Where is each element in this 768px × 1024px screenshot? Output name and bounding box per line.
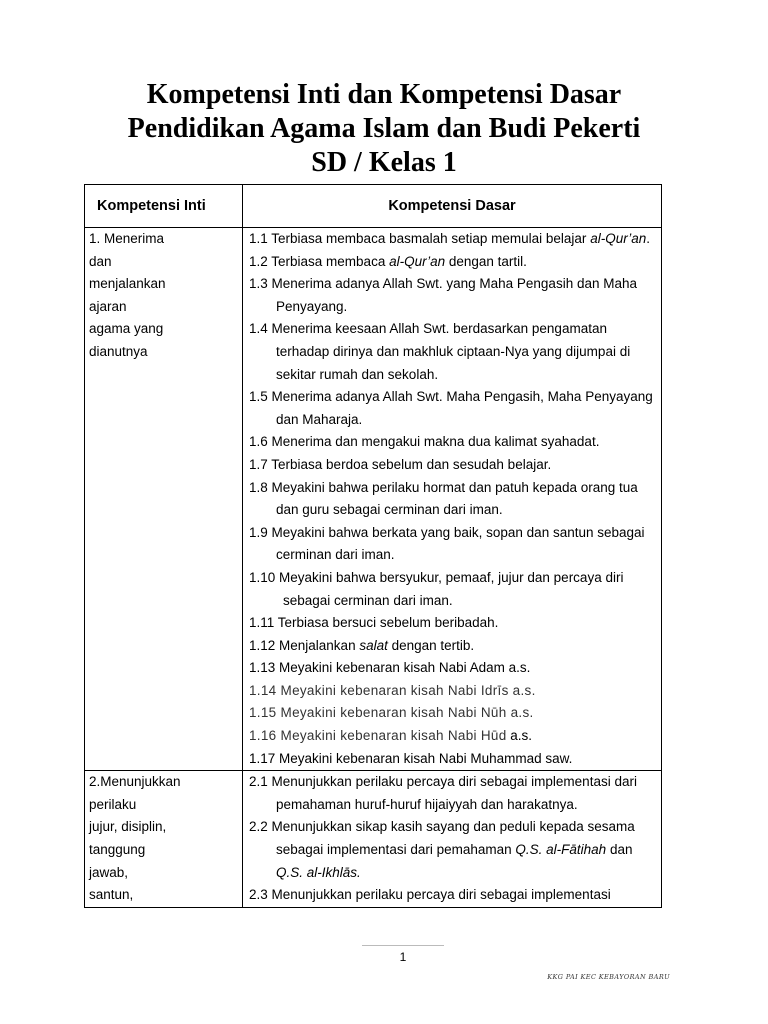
kd-item: 1.7 Terbiasa berdoa sebelum dan sesudah belajar. xyxy=(249,456,552,472)
ki-line: menjalankan xyxy=(89,276,166,292)
kd-cell xyxy=(243,771,662,908)
kd-item: 1.13 Meyakini kebenaran kisah Nabi Adam a.s. xyxy=(249,660,531,676)
table-row xyxy=(85,228,662,771)
kd-item: 1.9 Meyakini bahwa berkata yang baik, sopan dan santun sebagai cerminan dari iman. xyxy=(249,524,645,563)
kd-italic: Qur’an xyxy=(605,231,647,246)
competency-table xyxy=(84,184,662,908)
document-title xyxy=(60,78,708,180)
kd-item: 1.4 Menerima keesaan Allah Swt. berdasarkan pengamatan terhadap dirinya dan makhluk ciptaan-Nya yang dijumpai di sekitar rumah dan sekolah. xyxy=(249,321,631,382)
kd-item: 1.6 Menerima dan mengakui makna dua kalimat syahadat. xyxy=(249,434,600,450)
ki-cell xyxy=(85,228,243,771)
ki-line: santun, xyxy=(89,887,134,903)
kd-italic: Q.S. al-Fātihah xyxy=(515,842,607,858)
kd-text: dan xyxy=(606,842,633,858)
header-kompetensi-inti: Kompetensi Inti xyxy=(85,185,243,228)
kd-italic: salat xyxy=(359,637,388,653)
kd-text: dengan tartil. xyxy=(445,253,527,269)
kd-item xyxy=(249,228,657,251)
kd-item xyxy=(249,816,657,884)
kd-cell xyxy=(243,228,662,771)
kd-item: 1.5 Menerima adanya Allah Swt. Maha Pengasih, Maha Penyayang dan Maharaja. xyxy=(249,389,653,427)
header-kompetensi-dasar: Kompetensi Dasar xyxy=(243,185,662,228)
ki-line: jujur, disiplin, xyxy=(89,819,167,835)
kd-item: 1.3 Menerima adanya Allah Swt. yang Maha Pengasih dan Maha Penyayang. xyxy=(249,276,637,314)
table-row xyxy=(85,771,662,908)
ki-line: 2.Menunjukkan xyxy=(89,774,181,790)
kd-item: 1.15 Meyakini kebenaran kisah Nabi Nūh a.s. xyxy=(249,705,534,721)
ki-line: dianutnya xyxy=(89,343,148,359)
kd-item: 1.14 Meyakini kebenaran kisah Nabi Idrīs a.s. xyxy=(249,682,536,698)
kd-text: 1.12 Menjalankan xyxy=(249,637,360,653)
kd-italic: al-Qur’an xyxy=(389,253,446,269)
kd-text: a.s. xyxy=(506,728,533,744)
kd-italic: Q.S. al-Ikhlās. xyxy=(276,864,361,880)
ki-line: jawab, xyxy=(89,864,129,880)
table-header-row xyxy=(85,185,662,228)
kd-item: 2.1 Menunjukkan perilaku percaya diri sebagai implementasi dari pemahaman huruf-huruf hijaiyyah dan harakatnya. xyxy=(249,774,637,812)
kd-text: 1.16 Meyakini kebenaran kisah Nabi Hūd xyxy=(249,728,507,744)
ki-line: dan xyxy=(89,253,112,269)
kd-text: 1.1 Terbiasa membaca basmalah setiap memulai belajar xyxy=(249,231,591,246)
kd-text: dengan tertib. xyxy=(387,637,475,653)
page-number: 1 xyxy=(362,945,444,964)
kd-text: . xyxy=(646,231,650,246)
title-line-3: SD / Kelas 1 xyxy=(311,147,457,178)
ki-line: ajaran xyxy=(89,298,127,314)
title-line-2: Pendidikan Agama Islam dan Budi Pekerti xyxy=(127,113,641,144)
ki-cell xyxy=(85,771,243,908)
ki-line: tanggung xyxy=(89,842,146,858)
kd-item xyxy=(249,635,657,658)
kd-italic: al- xyxy=(590,231,606,246)
ki-line: agama yang xyxy=(89,321,164,337)
title-line-1: Kompetensi Inti dan Kompetensi Dasar xyxy=(146,79,622,110)
ki-line: perilaku xyxy=(89,796,137,812)
kd-item xyxy=(249,251,657,274)
kd-item: 1.8 Meyakini bahwa perilaku hormat dan patuh kepada orang tua dan guru sebagai cerminan dari iman. xyxy=(249,479,638,518)
footer-text: KKG PAI KEC KEBAYORAN BARU xyxy=(547,973,670,981)
kd-text: 2.2 Menunjukkan sikap kasih sayang dan peduli kepada sesama sebagai implementasi dari pemahaman xyxy=(249,819,635,858)
kd-item: 1.11 Terbiasa bersuci sebelum beribadah. xyxy=(249,615,499,631)
kd-item: 2.3 Menunjukkan perilaku percaya diri sebagai implementasi xyxy=(249,887,611,903)
kd-item xyxy=(249,725,657,748)
kd-item: 1.10 Meyakini bahwa bersyukur, pemaaf, jujur dan percaya diri sebagai cerminan dari iman. xyxy=(249,569,624,608)
ki-line: 1. Menerima xyxy=(89,231,165,246)
kd-text: 1.2 Terbiasa membaca xyxy=(249,253,390,269)
kd-item: 1.17 Meyakini kebenaran kisah Nabi Muhammad saw. xyxy=(249,750,573,766)
